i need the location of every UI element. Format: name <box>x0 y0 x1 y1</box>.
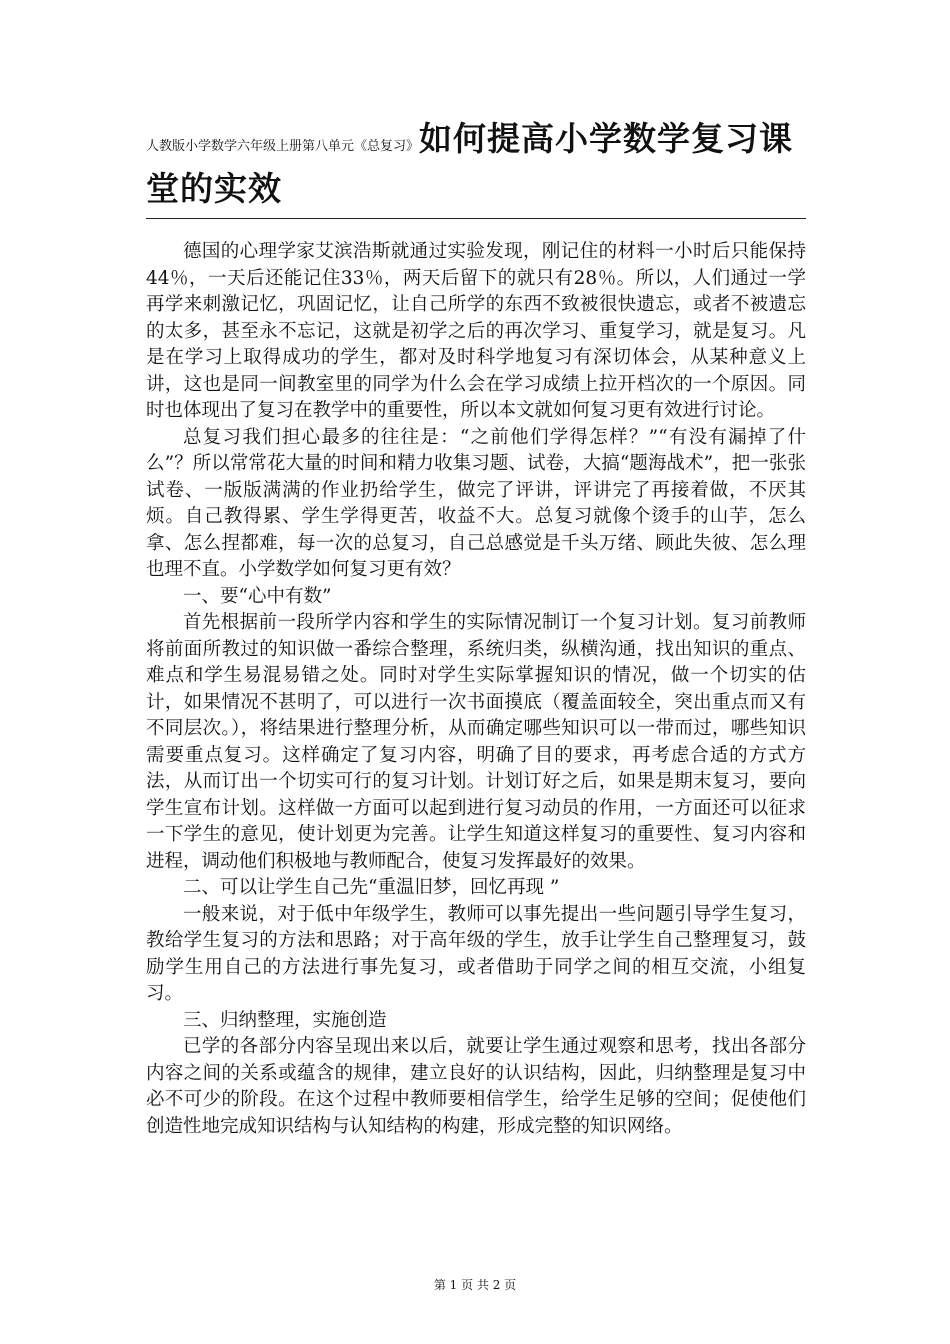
document-title: 如何提高小学数学复习课堂的实效 <box>146 119 794 208</box>
page-footer: 第 1 页 共 2 页 <box>433 1278 517 1292</box>
title-block <box>146 118 806 219</box>
section-heading-2: 二、可以让学生自己先“重温旧梦，回忆再现 ” <box>183 877 560 898</box>
paragraph-intro: 德国的心理学家艾滨浩斯就通过实验发现，刚记住的材料一小时后只能保持44％，一天后还能记住33％，两天后留下的就只有28％。所以，人们通过一学再学来刺激记忆，巩固记忆，让自己所学的东西不致被很快遗忘，或者不被遗忘的太多，甚至永不忘记，这就是初学之后的再次学习、重复学习，就是复习。凡是在学习上取得成功的学生，都对及时科学地复习有深切体会，从某种意义上讲，这也是同一间教室里的同学为什么会在学习成绩上拉开档次的一个原因。同时也体现出了复习在教学中的重要性，所以本文就如何复习更有效进行讨论。 <box>146 241 806 421</box>
document-page <box>146 118 806 1140</box>
paragraph-section-3: 已学的各部分内容呈现出来以后，就要让学生通过观察和思考，找出各部分内容之间的关系或蕴含的规律，建立良好的认识结构，因此，归纳整理是复习中必不可少的阶段。在这个过程中教师要相信学生，给学生足够的空间；促使他们创造性地完成知识结构与认知结构的构建，形成完整的知识网络。 <box>146 1036 806 1137</box>
section-heading-3: 三、归纳整理，实施创造 <box>183 1009 387 1031</box>
document-subtitle: 人教版小学数学六年级上册第八单元《总复习》 <box>146 139 420 154</box>
document-body <box>146 239 806 1140</box>
paragraph-section-1: 首先根据前一段所学内容和学生的实际情况制订一个复习计划。复习前教师将前面所教过的知识做一番综合整理，系统归类，纵横沟通，找出知识的重点、难点和学生易混易错之处。同时对学生实际掌握知识的情况，做一个切实的估计，如果情况不甚明了，可以进行一次书面摸底（覆盖面较全，突出重点而又有不同层次。），将结果进行整理分析，从而确定哪些知识可以一带而过，哪些知识需要重点复习。这样确定了复习内容，明确了目的要求，再考虑合适的方式方法，从而订出一个切实可行的复习计划。计划订好之后，如果是期末复习，要向学生宣布计划。这样做一方面可以起到进行复习动员的作用，一方面还可以征求一下学生的意见，使计划更为完善。让学生知道这样复习的重要性、复习内容和进程，调动他们积极地与教师配合，使复习发挥最好的效果。 <box>146 612 806 872</box>
paragraph-problem: 总复习我们担心最多的往往是：“之前他们学得怎样？”“有没有漏掉了什么”？所以常常花大量的时间和精力收集习题、试卷，大搞“题海战术”，把一张张试卷、一版版满满的作业扔给学生，做完了评讲，评讲完了再接着做，不厌其烦。自己教得累、学生学得更苦，收益不大。总复习就像个烫手的山芋，怎么拿、怎么捏都难，每一次的总复习，自己总感觉是千头万绪、顾此失彼、怎么理也理不直。小学数学如何复习更有效？ <box>146 426 806 580</box>
paragraph-section-2: 一般来说，对于低中年级学生，教师可以事先提出一些问题引导学生复习，教给学生复习的方法和思路；对于高年级的学生，放手让学生自己整理复习，鼓励学生用自己的方法进行事先复习，或者借助于同学之间的相互交流，小组复习。 <box>146 903 806 1004</box>
section-heading-1: 一、要“心中有数” <box>183 585 332 607</box>
